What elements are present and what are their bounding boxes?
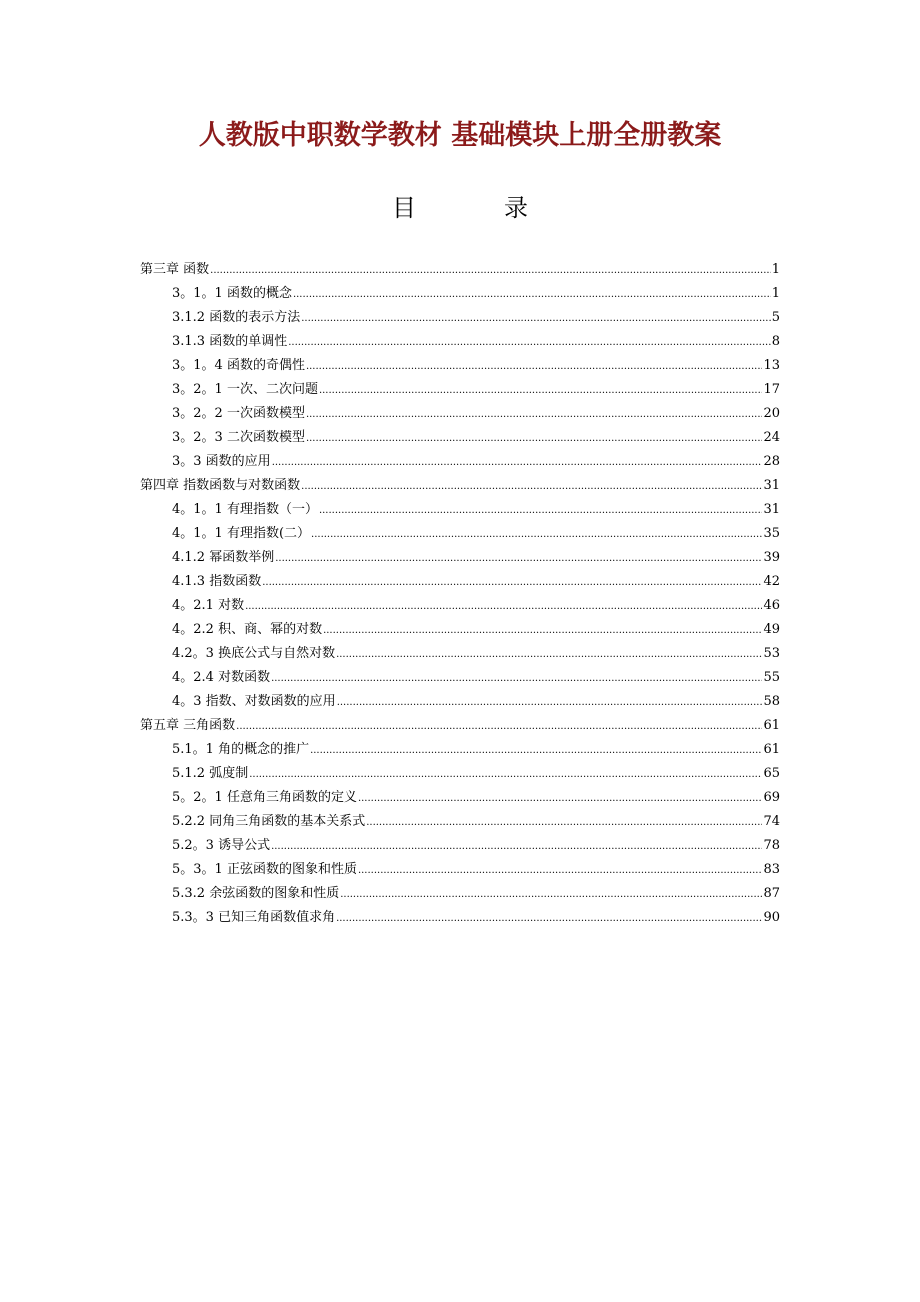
toc-section-entry[interactable] (140, 306, 780, 330)
toc-entry-label: 3。2。3 二次函数模型 (172, 430, 305, 445)
toc-page-number: 90 (763, 910, 780, 925)
toc-section-entry[interactable] (140, 690, 780, 714)
toc-page-number: 46 (763, 598, 780, 613)
toc-section-entry[interactable] (140, 594, 780, 618)
toc-leader-dots (293, 283, 771, 307)
toc-entry-label: 第三章 函数 (140, 262, 210, 277)
toc-page-number: 1 (771, 286, 780, 301)
toc-section-entry[interactable] (140, 834, 780, 858)
table-of-contents (140, 258, 780, 930)
toc-page-number: 31 (763, 502, 780, 517)
toc-entry-label: 4。3 指数、对数函数的应用 (172, 694, 336, 709)
toc-page-number: 17 (763, 382, 780, 397)
toc-leader-dots (311, 523, 762, 547)
toc-leader-dots (210, 259, 771, 283)
toc-entry-label: 4。2.4 对数函数 (172, 670, 271, 685)
toc-entry-label: 4。2.2 积、商、幂的对数 (172, 622, 323, 637)
toc-leader-dots (310, 739, 762, 763)
toc-entry-label: 3。1。4 函数的奇偶性 (172, 358, 305, 373)
toc-leader-dots (366, 811, 762, 835)
toc-leader-dots (319, 499, 763, 523)
toc-chapter-entry[interactable] (140, 474, 780, 498)
toc-page-number: 83 (763, 862, 780, 877)
toc-entry-label: 第四章 指数函数与对数函数 (140, 478, 301, 493)
toc-leader-dots (358, 859, 763, 883)
toc-entry-label: 5.3.2 余弦函数的图象和性质 (172, 886, 340, 901)
toc-entry-label: 4.1.3 指数函数 (172, 574, 262, 589)
toc-page-number: 8 (771, 334, 780, 349)
toc-section-entry[interactable] (140, 378, 780, 402)
toc-leader-dots (275, 547, 762, 571)
toc-entry-label: 3.1.3 函数的单调性 (172, 334, 288, 349)
toc-leader-dots (301, 475, 762, 499)
toc-entry-label: 5.2.2 同角三角函数的基本关系式 (172, 814, 366, 829)
toc-page-number: 39 (763, 550, 780, 565)
toc-leader-dots (262, 571, 762, 595)
toc-page-number: 1 (771, 262, 780, 277)
toc-section-entry[interactable] (140, 666, 780, 690)
toc-page-number: 65 (763, 766, 780, 781)
toc-chapter-entry[interactable] (140, 258, 780, 282)
toc-leader-dots (358, 787, 763, 811)
toc-leader-dots (272, 451, 763, 475)
toc-entry-label: 5.2。3 诱导公式 (172, 838, 271, 853)
toc-leader-dots (336, 643, 762, 667)
toc-section-entry[interactable] (140, 810, 780, 834)
toc-page-number: 5 (771, 310, 780, 325)
toc-section-entry[interactable] (140, 762, 780, 786)
toc-leader-dots (301, 307, 771, 331)
toc-heading-char-2: 录 (504, 194, 528, 222)
toc-page-number: 61 (763, 742, 780, 757)
toc-section-entry[interactable] (140, 498, 780, 522)
toc-section-entry[interactable] (140, 786, 780, 810)
toc-leader-dots (306, 355, 763, 379)
toc-page-number: 58 (763, 694, 780, 709)
toc-section-entry[interactable] (140, 354, 780, 378)
toc-leader-dots (337, 691, 763, 715)
toc-entry-label: 5。3。1 正弦函数的图象和性质 (172, 862, 357, 877)
toc-section-entry[interactable] (140, 570, 780, 594)
document-title: 人教版中职数学教材 基础模块上册全册教案 (198, 120, 722, 151)
toc-heading-char-1: 目 (392, 194, 416, 222)
toc-leader-dots (306, 427, 763, 451)
toc-entry-label: 3.1.2 函数的表示方法 (172, 310, 301, 325)
toc-page-number: 87 (763, 886, 780, 901)
toc-leader-dots (319, 379, 763, 403)
toc-page-number: 42 (763, 574, 780, 589)
toc-leader-dots (306, 403, 763, 427)
toc-section-entry[interactable] (140, 858, 780, 882)
toc-entry-label: 第五章 三角函数 (140, 718, 236, 733)
toc-section-entry[interactable] (140, 906, 780, 930)
toc-entry-label: 4。1。1 有理指数(二） (172, 526, 311, 541)
toc-section-entry[interactable] (140, 450, 780, 474)
toc-entry-label: 5.1。1 角的概念的推广 (172, 742, 310, 757)
toc-section-entry[interactable] (140, 330, 780, 354)
toc-page-number: 49 (763, 622, 780, 637)
toc-page-number: 78 (763, 838, 780, 853)
toc-page-number: 55 (763, 670, 780, 685)
toc-section-entry[interactable] (140, 282, 780, 306)
toc-section-entry[interactable] (140, 882, 780, 906)
toc-heading (0, 192, 920, 224)
toc-section-entry[interactable] (140, 642, 780, 666)
toc-page-number: 28 (763, 454, 780, 469)
toc-page-number: 74 (763, 814, 780, 829)
toc-leader-dots (236, 715, 762, 739)
toc-section-entry[interactable] (140, 618, 780, 642)
toc-section-entry[interactable] (140, 522, 780, 546)
toc-chapter-entry[interactable] (140, 714, 780, 738)
toc-page-number: 24 (763, 430, 780, 445)
toc-section-entry[interactable] (140, 402, 780, 426)
toc-entry-label: 5.1.2 弧度制 (172, 766, 249, 781)
toc-page-number: 31 (763, 478, 780, 493)
toc-page-number: 61 (763, 718, 780, 733)
toc-entry-label: 4.2。3 换底公式与自然对数 (172, 646, 336, 661)
toc-entry-label: 3。2。2 一次函数模型 (172, 406, 305, 421)
toc-entry-label: 3。1。1 函数的概念 (172, 286, 292, 301)
toc-section-entry[interactable] (140, 738, 780, 762)
toc-leader-dots (340, 883, 762, 907)
toc-entry-label: 4。2.1 对数 (172, 598, 245, 613)
toc-section-entry[interactable] (140, 426, 780, 450)
toc-page-number: 35 (763, 526, 780, 541)
toc-entry-label: 5.3。3 已知三角函数值求角 (172, 910, 336, 925)
toc-entry-label: 4.1.2 幂函数举例 (172, 550, 275, 565)
toc-leader-dots (336, 907, 762, 931)
toc-leader-dots (323, 619, 762, 643)
toc-page-number: 13 (763, 358, 780, 373)
toc-entry-label: 3。2。1 一次、二次问题 (172, 382, 318, 397)
toc-page-number: 69 (763, 790, 780, 805)
toc-entry-label: 3。3 函数的应用 (172, 454, 271, 469)
toc-leader-dots (271, 835, 762, 859)
toc-leader-dots (249, 763, 762, 787)
toc-section-entry[interactable] (140, 546, 780, 570)
toc-entry-label: 4。1。1 有理指数（一） (172, 502, 318, 517)
toc-leader-dots (288, 331, 771, 355)
toc-page-number: 53 (763, 646, 780, 661)
toc-entry-label: 5。2。1 任意角三角函数的定义 (172, 790, 357, 805)
toc-page-number: 20 (763, 406, 780, 421)
toc-leader-dots (245, 595, 762, 619)
toc-leader-dots (271, 667, 762, 691)
